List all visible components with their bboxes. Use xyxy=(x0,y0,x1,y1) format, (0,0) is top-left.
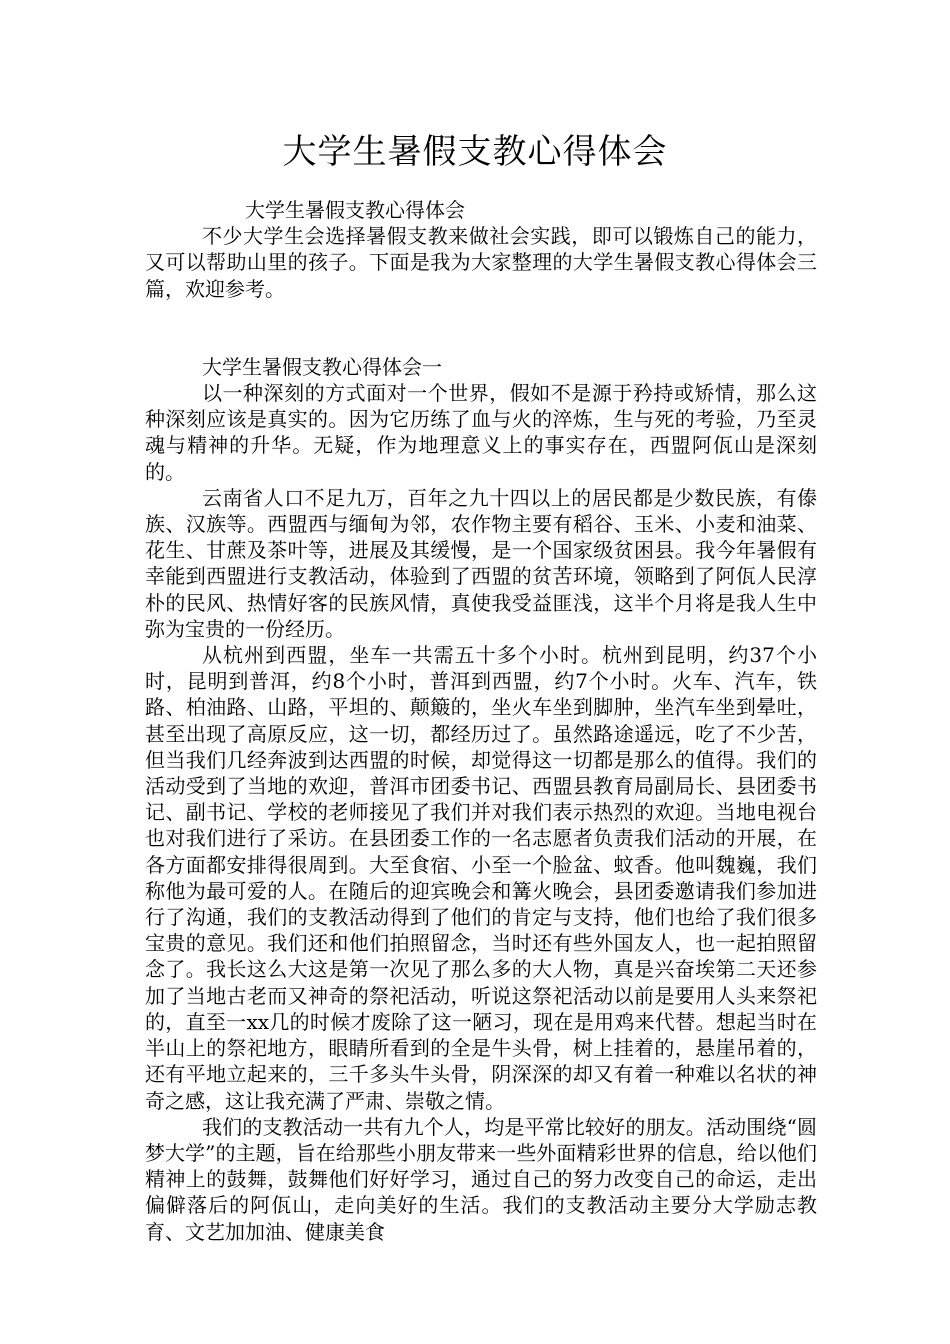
document-body xyxy=(145,197,817,1245)
body-paragraph-3: 从杭州到西盟，坐车一共需五十多个小时。杭州到昆明，约37个小时，昆明到普洱，约8个小时，普洱到西盟，约7个小时。火车、汽车，铁路、柏油路、山路，平坦的、颠簸的，坐火车坐到脚肿，坐汽车坐到晕吐，甚至出现了高原反应，这一切，都经历过了。虽然路途遥远，吃了不少苦，但当我们几经奔波到达西盟的时候，却觉得这一切都是那么的值得。我们的活动受到了当地的欢迎，普洱市团委书记、西盟县教育局副局长、县团委书记、副书记、学校的老师接见了我们并对我们表示热烈的欢迎。当地电视台也对我们进行了采访。在县团委工作的一名志愿者负责我们活动的开展，在各方面都安排得很周到。大至食宿、小至一个脸盆、蚊香。他叫魏巍，我们称他为最可爱的人。在随后的迎宾晚会和篝火晚会，县团委邀请我们参加进行了沟通，我们的支教活动得到了他们的肯定与支持，他们也给了我们很多宝贵的意见。我们还和他们拍照留念，当时还有些外国友人，也一起拍照留念了。我长这么大这是第一次见了那么多的大人物，真是兴奋埃第二天还参加了当地古老而又神奇的祭祀活动，听说这祭祀活动以前是要用人头来祭祀的，直至一xx几的时候才废除了这一陋习，现在是用鸡来代替。想起当时在半山上的祭祀地方，眼睛所看到的全是牛头骨，树上挂着的，悬崖吊着的，还有平地立起来的，三千多头牛头骨，阴深深的却又有着一种难以名状的神奇之感，这让我充满了严肃、崇敬之情。 xyxy=(145,643,817,1113)
paragraph-spacer xyxy=(145,302,817,354)
body-paragraph-1: 以一种深刻的方式面对一个世界，假如不是源于矜持或矫情，那么这种深刻应该是真实的。因为它历练了血与火的淬炼，生与死的考验，乃至灵魂与精神的升华。无疑，作为地理意义上的事实存在，西盟阿佤山是深刻的。 xyxy=(145,381,817,484)
section-heading: 大学生暑假支教心得体会一 xyxy=(202,354,442,379)
body-paragraph-4: 我们的支教活动一共有九个人，均是平常比较好的朋友。活动围绕“圆梦大学”的主题，旨在给那些小朋友带来一些外面精彩世界的信息，给以他们精神上的鼓舞，鼓舞他们好好学习，通过自己的努力改变自己的命运，走出偏僻落后的阿佤山，走向美好的生活。我们的支教活动主要分大学励志教育、文艺加加油、健康美食 xyxy=(145,1114,817,1244)
document-title: 大学生暑假支教心得体会 xyxy=(282,132,668,172)
body-paragraph-2: 云南省人口不足九万，百年之九十四以上的居民都是少数民族，有傣族、汉族等。西盟西与缅甸为邻，农作物主要有稻谷、玉米、小麦和油菜、花生、甘蔗及茶叶等，进展及其缓慢，是一个国家级贫困县。我今年暑假有幸能到西盟进行支教活动，体验到了西盟的贫苦环境，领略到了阿佤人民淳朴的民风、热情好客的民族风情，真使我受益匪浅，这半个月将是我人生中弥为宝贵的一份经历。 xyxy=(145,485,817,641)
intro-paragraph: 不少大学生会选择暑假支教来做社会实践，即可以锻炼自己的能力，又可以帮助山里的孩子。下面是我为大家整理的大学生暑假支教心得体会三篇，欢迎参考。 xyxy=(145,224,817,301)
document-subtitle: 大学生暑假支教心得体会 xyxy=(245,198,465,222)
